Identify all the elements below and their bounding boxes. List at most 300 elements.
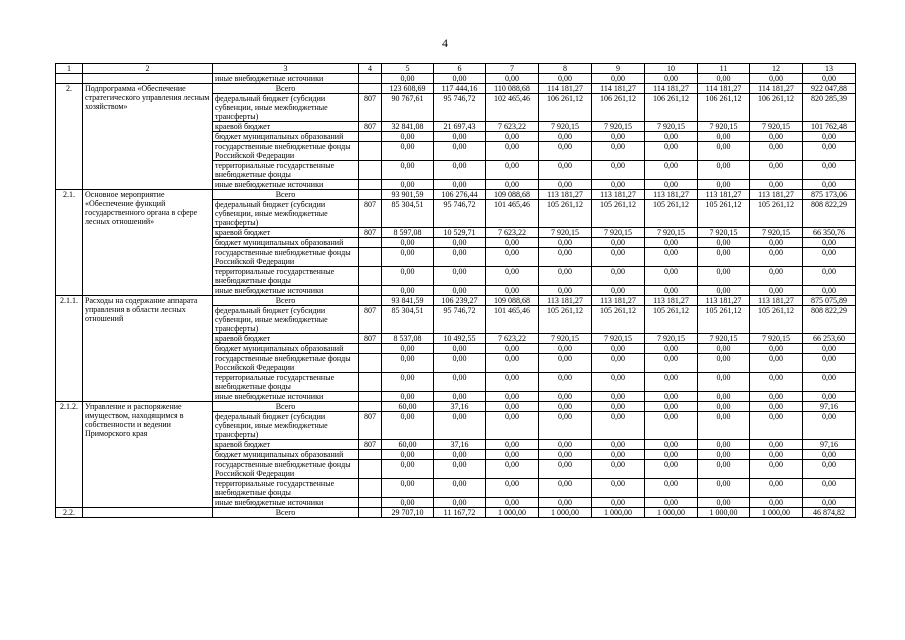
column-number: 2 [83,64,213,74]
amount-cell: 0,00 [486,460,539,479]
amount-cell: 113 181,27 [592,296,645,306]
amount-cell: 0,00 [382,392,434,402]
funding-source: Всего [213,296,359,306]
amount-cell: 0,00 [539,412,592,440]
amount-cell: 0,00 [645,460,698,479]
amount-cell: 0,00 [698,286,750,296]
amount-cell: 0,00 [698,180,750,190]
amount-cell: 1 000,00 [539,508,592,518]
amount-cell: 1 000,00 [698,508,750,518]
amount-cell: 0,00 [539,460,592,479]
funding-source: иные внебюджетные источники [213,392,359,402]
amount-cell: 7 920,15 [698,122,750,132]
amount-cell: 7 920,15 [698,228,750,238]
budget-code [359,267,382,286]
amount-cell: 0,00 [382,498,434,508]
amount-cell: 21 697,43 [434,122,486,132]
amount-cell: 0,00 [645,248,698,267]
amount-cell: 113 181,27 [698,296,750,306]
amount-cell: 0,00 [645,286,698,296]
amount-cell: 7 920,15 [539,228,592,238]
amount-cell: 0,00 [486,180,539,190]
item-name: Основное мероприятие «Обеспечение функций государственного органа в сфере лесных отношений» [83,190,213,296]
amount-cell: 105 261,12 [539,200,592,228]
table-row [56,84,856,94]
budget-code [359,238,382,248]
amount-cell: 0,00 [803,248,856,267]
budget-code: 807 [359,306,382,334]
amount-cell: 875 173,06 [803,190,856,200]
amount-cell: 0,00 [698,267,750,286]
amount-cell: 7 920,15 [592,122,645,132]
amount-cell: 0,00 [592,498,645,508]
amount-cell: 105 261,12 [592,200,645,228]
budget-code [359,344,382,354]
amount-cell: 0,00 [698,132,750,142]
column-number: 3 [213,64,359,74]
amount-cell: 105 261,12 [645,306,698,334]
amount-cell: 0,00 [539,450,592,460]
amount-cell: 0,00 [434,498,486,508]
amount-cell: 0,00 [382,344,434,354]
amount-cell: 0,00 [803,238,856,248]
funding-source: краевой бюджет [213,122,359,132]
amount-cell: 0,00 [382,180,434,190]
amount-cell: 0,00 [592,440,645,450]
amount-cell: 0,00 [698,248,750,267]
funding-source: территориальные государственные внебюджетные фонды [213,161,359,180]
amount-cell: 0,00 [539,354,592,373]
amount-cell: 0,00 [539,344,592,354]
amount-cell: 0,00 [750,161,803,180]
budget-code [359,142,382,161]
amount-cell: 0,00 [803,498,856,508]
amount-cell: 0,00 [539,373,592,392]
amount-cell: 0,00 [592,412,645,440]
amount-cell: 7 920,15 [750,228,803,238]
amount-cell: 0,00 [539,132,592,142]
amount-cell: 0,00 [645,267,698,286]
amount-cell: 0,00 [592,180,645,190]
amount-cell: 114 181,27 [539,84,592,94]
amount-cell: 32 841,08 [382,122,434,132]
funding-source: государственные внебюджетные фонды Российской Федерации [213,248,359,267]
amount-cell: 0,00 [750,412,803,440]
amount-cell: 0,00 [645,161,698,180]
amount-cell: 0,00 [434,412,486,440]
amount-cell: 0,00 [645,440,698,450]
amount-cell: 101 762,48 [803,122,856,132]
amount-cell: 60,00 [382,440,434,450]
amount-cell: 7 920,15 [698,334,750,344]
amount-cell: 97,16 [803,440,856,450]
amount-cell: 93 901,59 [382,190,434,200]
amount-cell: 0,00 [434,267,486,286]
funding-source: Всего [213,508,359,518]
budget-code [359,373,382,392]
amount-cell: 0,00 [803,142,856,161]
amount-cell: 0,00 [539,238,592,248]
amount-cell: 0,00 [539,479,592,498]
funding-source: иные внебюджетные источники [213,180,359,190]
amount-cell: 90 767,61 [382,94,434,122]
amount-cell: 0,00 [645,373,698,392]
amount-cell: 46 874,82 [803,508,856,518]
amount-cell: 105 261,12 [698,200,750,228]
amount-cell: 0,00 [539,392,592,402]
amount-cell: 8 537,08 [382,334,434,344]
budget-code [359,392,382,402]
amount-cell: 7 623,22 [486,334,539,344]
amount-cell: 0,00 [645,344,698,354]
amount-cell: 0,00 [698,354,750,373]
amount-cell: 0,00 [382,354,434,373]
amount-cell: 11 167,72 [434,508,486,518]
item-code: 2.1. [56,190,83,296]
amount-cell: 0,00 [434,460,486,479]
amount-cell: 0,00 [750,238,803,248]
funding-source: федеральный бюджет (субсидии субвенции, иные межбюджетные трансферты) [213,94,359,122]
amount-cell: 0,00 [698,344,750,354]
amount-cell: 0,00 [486,392,539,402]
page-number: 4 [442,36,448,50]
funding-source: государственные внебюджетные фонды Российской Федерации [213,142,359,161]
amount-cell: 105 261,12 [750,306,803,334]
amount-cell: 0,00 [698,392,750,402]
amount-cell: 0,00 [486,132,539,142]
budget-table [55,63,856,518]
amount-cell: 0,00 [382,238,434,248]
amount-cell: 7 920,15 [645,334,698,344]
amount-cell: 97,16 [803,402,856,412]
amount-cell: 1 000,00 [750,508,803,518]
amount-cell: 0,00 [803,450,856,460]
amount-cell: 0,00 [750,344,803,354]
amount-cell: 0,00 [434,74,486,84]
amount-cell: 0,00 [698,238,750,248]
amount-cell: 0,00 [750,74,803,84]
amount-cell: 0,00 [434,142,486,161]
amount-cell: 93 841,59 [382,296,434,306]
amount-cell: 0,00 [539,440,592,450]
amount-cell: 37,16 [434,402,486,412]
amount-cell: 0,00 [592,402,645,412]
amount-cell: 0,00 [592,238,645,248]
amount-cell: 0,00 [486,450,539,460]
item-code [56,74,83,84]
amount-cell: 0,00 [803,479,856,498]
amount-cell: 0,00 [750,479,803,498]
budget-code [359,180,382,190]
amount-cell: 0,00 [539,180,592,190]
amount-cell: 85 304,51 [382,200,434,228]
amount-cell: 123 608,69 [382,84,434,94]
column-number: 10 [645,64,698,74]
amount-cell: 0,00 [592,450,645,460]
amount-cell: 0,00 [645,142,698,161]
budget-code: 807 [359,200,382,228]
amount-cell: 1 000,00 [645,508,698,518]
amount-cell: 0,00 [645,354,698,373]
amount-cell: 0,00 [803,161,856,180]
amount-cell: 0,00 [750,373,803,392]
budget-code [359,460,382,479]
amount-cell: 113 181,27 [592,190,645,200]
funding-source: федеральный бюджет (субсидии субвенции, иные межбюджетные трансферты) [213,306,359,334]
amount-cell: 0,00 [803,392,856,402]
amount-cell: 0,00 [698,142,750,161]
amount-cell: 105 261,12 [750,200,803,228]
funding-source: краевой бюджет [213,334,359,344]
funding-source: территориальные государственные внебюджетные фонды [213,479,359,498]
amount-cell: 820 285,39 [803,94,856,122]
amount-cell: 0,00 [592,460,645,479]
amount-cell: 0,00 [382,450,434,460]
amount-cell: 875 075,89 [803,296,856,306]
amount-cell: 0,00 [486,498,539,508]
amount-cell: 0,00 [539,498,592,508]
amount-cell: 0,00 [382,248,434,267]
amount-cell: 0,00 [434,286,486,296]
amount-cell: 0,00 [698,440,750,450]
amount-cell: 10 529,71 [434,228,486,238]
amount-cell: 0,00 [382,74,434,84]
amount-cell: 1 000,00 [592,508,645,518]
amount-cell: 101 465,46 [486,306,539,334]
amount-cell: 0,00 [750,180,803,190]
amount-cell: 0,00 [645,450,698,460]
amount-cell: 95 746,72 [434,200,486,228]
amount-cell: 105 261,12 [698,306,750,334]
amount-cell: 113 181,27 [698,190,750,200]
budget-code [359,286,382,296]
amount-cell: 0,00 [645,402,698,412]
amount-cell: 0,00 [486,267,539,286]
table-row [56,74,856,84]
amount-cell: 85 304,51 [382,306,434,334]
amount-cell: 0,00 [486,440,539,450]
amount-cell: 106 276,44 [434,190,486,200]
amount-cell: 0,00 [539,402,592,412]
item-code: 2.2. [56,508,83,518]
amount-cell: 102 465,46 [486,94,539,122]
amount-cell: 0,00 [382,267,434,286]
amount-cell: 0,00 [486,248,539,267]
table-row [56,402,856,412]
budget-code [359,479,382,498]
amount-cell: 0,00 [434,392,486,402]
amount-cell: 7 920,15 [539,122,592,132]
amount-cell: 0,00 [592,392,645,402]
amount-cell: 0,00 [592,74,645,84]
amount-cell: 0,00 [645,479,698,498]
amount-cell: 7 920,15 [750,122,803,132]
amount-cell: 0,00 [592,142,645,161]
funding-source: государственные внебюджетные фонды Российской Федерации [213,354,359,373]
amount-cell: 0,00 [803,412,856,440]
column-number: 7 [486,64,539,74]
budget-code [359,402,382,412]
amount-cell: 114 181,27 [698,84,750,94]
column-number-row [56,64,856,74]
amount-cell: 0,00 [434,161,486,180]
budget-code: 807 [359,334,382,344]
item-code: 2.1.1. [56,296,83,402]
amount-cell: 7 623,22 [486,122,539,132]
item-code: 2. [56,84,83,190]
amount-cell: 110 088,68 [486,84,539,94]
amount-cell: 106 261,12 [750,94,803,122]
amount-cell: 109 088,68 [486,190,539,200]
table-row [56,508,856,518]
amount-cell: 0,00 [434,450,486,460]
amount-cell: 0,00 [486,286,539,296]
amount-cell: 7 920,15 [645,228,698,238]
amount-cell: 0,00 [486,354,539,373]
funding-source: иные внебюджетные источники [213,286,359,296]
amount-cell: 0,00 [382,132,434,142]
amount-cell: 0,00 [486,344,539,354]
budget-code [359,190,382,200]
column-number: 6 [434,64,486,74]
amount-cell: 0,00 [382,373,434,392]
amount-cell: 0,00 [698,74,750,84]
amount-cell: 0,00 [434,344,486,354]
column-number: 1 [56,64,83,74]
item-name: Расходы на содержание аппарата управления в области лесных отношений [83,296,213,402]
amount-cell: 0,00 [803,267,856,286]
amount-cell: 1 000,00 [486,508,539,518]
funding-source: федеральный бюджет (субсидии субвенции, иные межбюджетные трансферты) [213,412,359,440]
amount-cell: 66 253,60 [803,334,856,344]
amount-cell: 10 492,55 [434,334,486,344]
amount-cell: 0,00 [750,142,803,161]
amount-cell: 0,00 [803,286,856,296]
amount-cell: 0,00 [750,267,803,286]
amount-cell: 7 920,15 [592,334,645,344]
amount-cell: 0,00 [750,440,803,450]
column-number: 9 [592,64,645,74]
funding-source: Всего [213,84,359,94]
amount-cell: 0,00 [750,498,803,508]
amount-cell: 114 181,27 [750,84,803,94]
budget-code [359,296,382,306]
amount-cell: 7 623,22 [486,228,539,238]
amount-cell: 0,00 [645,412,698,440]
amount-cell: 0,00 [803,180,856,190]
column-number: 12 [750,64,803,74]
amount-cell: 113 181,27 [645,190,698,200]
item-name: Подпрограмма «Обеспечение стратегического управления лесным хозяйством» [83,84,213,190]
budget-code [359,450,382,460]
amount-cell: 808 822,29 [803,200,856,228]
amount-cell: 113 181,27 [750,190,803,200]
amount-cell: 113 181,27 [750,296,803,306]
amount-cell: 0,00 [698,460,750,479]
amount-cell: 922 047,88 [803,84,856,94]
amount-cell: 114 181,27 [645,84,698,94]
amount-cell: 0,00 [486,402,539,412]
amount-cell: 106 239,27 [434,296,486,306]
amount-cell: 0,00 [592,161,645,180]
amount-cell: 0,00 [645,498,698,508]
budget-code: 807 [359,412,382,440]
amount-cell: 0,00 [698,412,750,440]
amount-cell: 0,00 [750,248,803,267]
amount-cell: 0,00 [750,392,803,402]
table-row [56,190,856,200]
amount-cell: 0,00 [486,412,539,440]
funding-source: бюджет муниципальных образований [213,238,359,248]
amount-cell: 0,00 [486,74,539,84]
amount-cell: 7 920,15 [592,228,645,238]
amount-cell: 0,00 [698,498,750,508]
funding-source: Всего [213,402,359,412]
amount-cell: 0,00 [803,373,856,392]
amount-cell: 0,00 [539,74,592,84]
amount-cell: 114 181,27 [592,84,645,94]
amount-cell: 105 261,12 [592,306,645,334]
amount-cell: 0,00 [803,132,856,142]
budget-code [359,248,382,267]
funding-source: бюджет муниципальных образований [213,344,359,354]
budget-code: 807 [359,94,382,122]
funding-source: иные внебюджетные источники [213,74,359,84]
amount-cell: 0,00 [486,238,539,248]
column-number: 13 [803,64,856,74]
amount-cell: 60,00 [382,402,434,412]
amount-cell: 0,00 [750,354,803,373]
amount-cell: 0,00 [645,238,698,248]
amount-cell: 101 465,46 [486,200,539,228]
amount-cell: 0,00 [382,479,434,498]
amount-cell: 0,00 [539,286,592,296]
amount-cell: 0,00 [592,267,645,286]
amount-cell: 7 920,15 [539,334,592,344]
amount-cell: 0,00 [592,344,645,354]
amount-cell: 0,00 [382,142,434,161]
budget-code [359,498,382,508]
budget-code: 807 [359,228,382,238]
amount-cell: 0,00 [382,460,434,479]
funding-source: иные внебюджетные источники [213,498,359,508]
table-row [56,296,856,306]
amount-cell: 7 920,15 [645,122,698,132]
amount-cell: 0,00 [539,248,592,267]
amount-cell: 113 181,27 [539,296,592,306]
amount-cell: 0,00 [592,373,645,392]
funding-source: краевой бюджет [213,440,359,450]
budget-code [359,132,382,142]
budget-code [359,508,382,518]
amount-cell: 0,00 [486,142,539,161]
amount-cell: 0,00 [382,286,434,296]
amount-cell: 0,00 [750,402,803,412]
amount-cell: 0,00 [698,161,750,180]
amount-cell: 37,16 [434,440,486,450]
amount-cell: 0,00 [434,238,486,248]
amount-cell: 0,00 [434,248,486,267]
amount-cell: 105 261,12 [539,306,592,334]
amount-cell: 0,00 [592,132,645,142]
amount-cell: 0,00 [592,354,645,373]
amount-cell: 0,00 [645,74,698,84]
amount-cell: 29 707,10 [382,508,434,518]
amount-cell: 0,00 [539,267,592,286]
amount-cell: 66 350,76 [803,228,856,238]
amount-cell: 0,00 [434,180,486,190]
amount-cell: 95 746,72 [434,94,486,122]
